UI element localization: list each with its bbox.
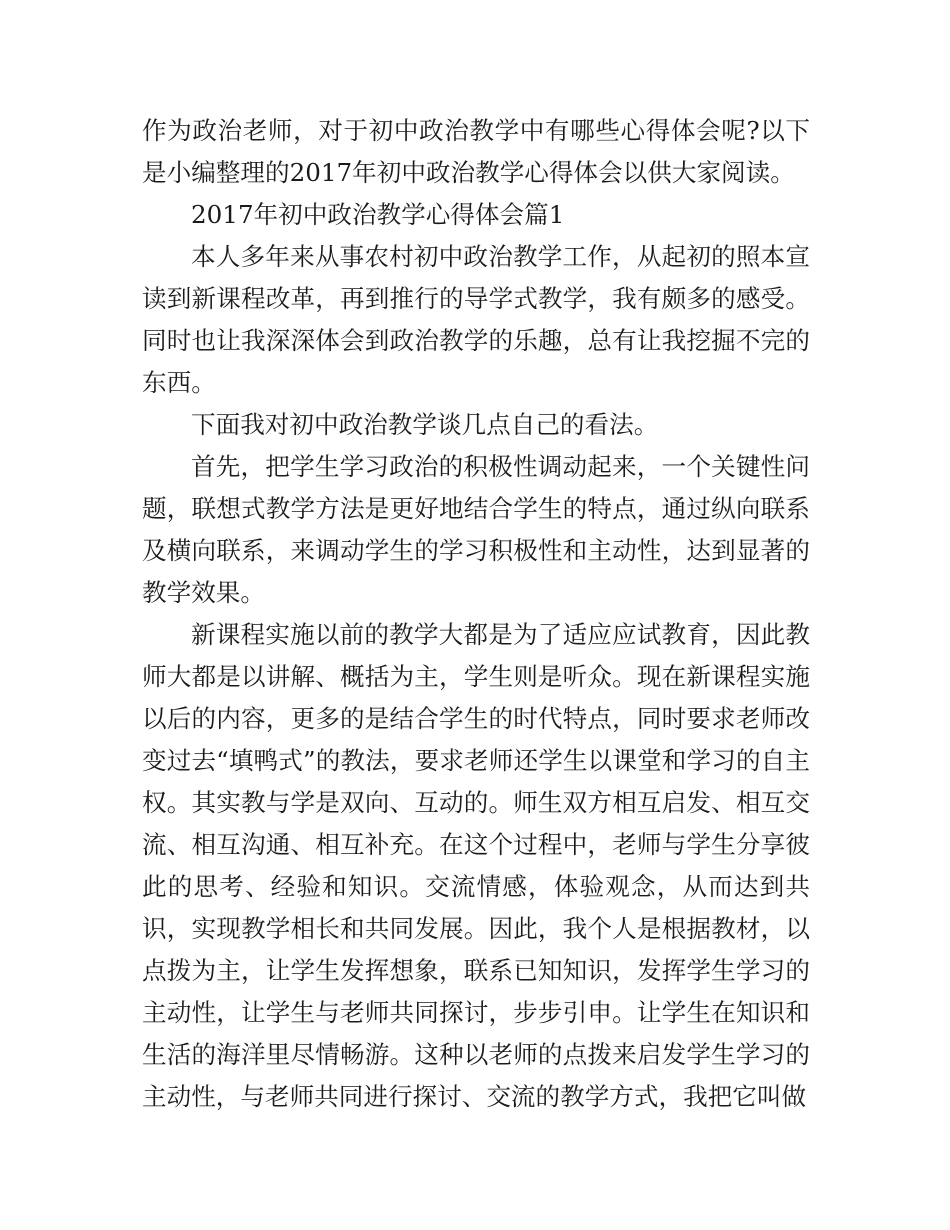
section-title: 2017年初中政治教学心得体会篇1 (191, 200, 565, 229)
paragraph-2: 下面我对初中政治教学谈几点自己的看法。 (191, 410, 659, 439)
paragraph-4: 新课程实施以前的教学大都是为了适应应试教育，因此教师大都是以讲解、概括为主，学生则是听众。现在新课程实施以后的内容，更多的是结合学生的时代特点，同时要求老师改变过去“填鸭式”的教法，要求老师还学生以课堂和学习的自主权。其实教与学是双向、互动的。师生双方相互启发、相互交流、相互沟通、相互补充。在这个过程中，老师与学生分享彼此的思考、经验和知识。交流情感，体验观念，从而达到共识，实现教学相长和共同发展。因此，我个人是根据教材，以点拨为主，让学生发挥想象，联系已知知识，发挥学生学习的主动性，让学生与老师共同探讨，步步引申。让学生在知识和生活的海洋里尽情畅游。这种以老师的点拨来启发学生学习的主动性，与老师共同进行探讨、交流的教学方式，我把它叫做 (142, 620, 810, 1111)
intro-paragraph: 作为政治老师，对于初中政治教学中有哪些心得体会呢?以下是小编整理的2017年初中政治教学心得体会以供大家阅读。 (142, 116, 810, 187)
paragraph-1: 本人多年来从事农村初中政治教学工作，从起初的照本宣读到新课程改革，再到推行的导学式教学，我有颇多的感受。同时也让我深深体会到政治教学的乐趣，总有让我挖掘不完的东西。 (142, 242, 810, 397)
document-page (142, 110, 810, 1118)
paragraph-3: 首先，把学生学习政治的积极性调动起来，一个关键性问题，联想式教学方法是更好地结合学生的特点，通过纵向联系及横向联系，来调动学生的学习积极性和主动性，达到显著的教学效果。 (142, 452, 810, 607)
